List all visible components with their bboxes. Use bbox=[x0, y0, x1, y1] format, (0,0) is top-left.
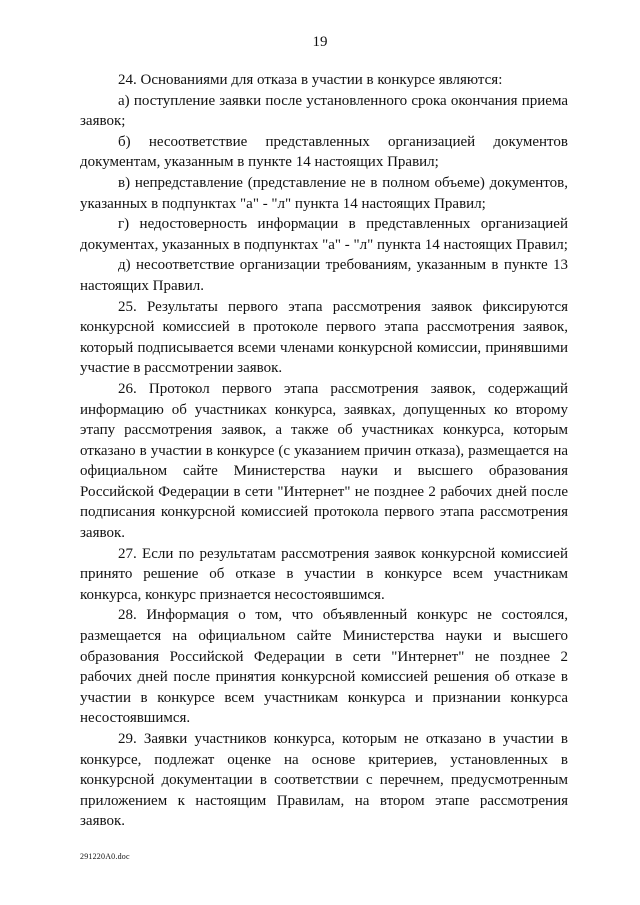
document-body bbox=[80, 70, 568, 832]
paragraph-26: 26. Протокол первого этапа рассмотрения заявок, содержащий информацию об участниках конкурса, заявках, допущенных ко второму этапу рассмотрения заявок, а также об участниках конкурса, которым отказано в участии в конкурсе (с указанием причин отказа), размещается на официальном сайте Министерства науки и высшего образования Российской Федерации в сети "Интернет" не позднее 2 рабочих дней после подписания конкурсной комиссией протокола первого этапа рассмотрения заявок. bbox=[80, 380, 568, 542]
subparagraph-b: б) несоответствие представленных организацией документов документам, указанным в пункте 14 настоящих Правил; bbox=[80, 133, 568, 171]
paragraph-28: 28. Информация о том, что объявленный конкурс не состоялся, размещается на официальном сайте Министерства науки и высшего образования Российской Федерации в сети "Интернет" не позднее 2 рабочих дней после принятия конкурсной комиссией решения об отказе в участии в конкурсе всем участникам конкурса и признании конкурса несостоявшимся. bbox=[80, 607, 568, 727]
subparagraph-a: а) поступление заявки после установленного срока окончания приема заявок; bbox=[80, 92, 568, 130]
paragraph-24: 24. Основаниями для отказа в участии в конкурсе являются: bbox=[118, 72, 503, 88]
subparagraph-v: в) непредставление (представление не в полном объеме) документов, указанных в подпунктах "а" - "л" пункта 14 настоящих Правил; bbox=[80, 174, 568, 212]
page-number: 19 bbox=[312, 34, 328, 50]
subparagraph-d: д) несоответствие организации требованиям, указанным в пункте 13 настоящих Правил. bbox=[80, 257, 568, 294]
paragraph-27: 27. Если по результатам рассмотрения заявок конкурсной комиссией принято решение об отказе в участии в конкурсе всем участникам конкурса, конкурс признается несостоявшимся. bbox=[80, 545, 568, 603]
paragraph-29: 29. Заявки участников конкурса, которым не отказано в участии в конкурсе, подлежат оценке на основе критериев, установленных в конкурсной документации в соответствии с перечнем, предусмотренным приложением к настоящим Правилам, на втором этапе рассмотрения заявок. bbox=[80, 731, 568, 830]
subparagraph-g: г) недостоверность информации в представленных организацией документах, указанных в подпунктах "а" - "л" пункта 14 настоящих Правил; bbox=[80, 216, 568, 253]
document-file-code: 291220A0.doc bbox=[80, 852, 130, 861]
paragraph-25: 25. Результаты первого этапа рассмотрения заявок фиксируются конкурсной комиссией в протоколе первого этапа рассмотрения заявок, который подписывается всеми членами конкурсной комиссии, принявшими участие в рассмотрении заявок. bbox=[80, 298, 568, 377]
